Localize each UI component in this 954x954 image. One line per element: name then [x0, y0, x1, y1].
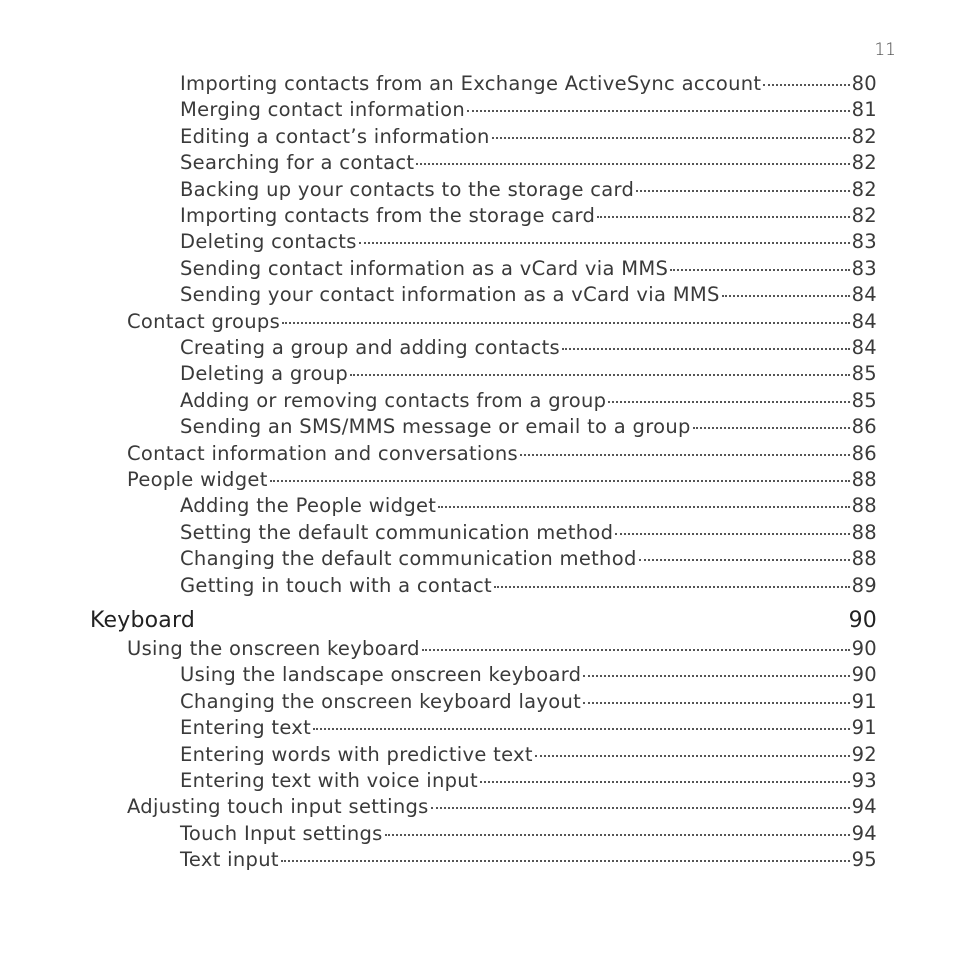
dot-leader [282, 322, 850, 324]
toc-entry-page: 80 [851, 72, 877, 95]
toc-entry[interactable] [180, 547, 877, 573]
toc-entry[interactable] [127, 310, 877, 336]
toc-entry-page: 90 [851, 663, 877, 687]
toc-entry-title: Text input [180, 848, 279, 872]
toc-entry[interactable] [180, 283, 877, 309]
toc-entry-title: People widget [127, 468, 268, 491]
dot-leader [636, 190, 849, 192]
toc-entry[interactable] [180, 769, 877, 795]
dot-leader [608, 401, 849, 403]
dot-leader [615, 533, 849, 535]
toc-entry-page: 89 [851, 573, 877, 597]
dot-leader [313, 728, 849, 730]
toc-entry-title: Using the landscape onscreen keyboard [180, 663, 582, 687]
toc-entry-page: 83 [851, 256, 877, 280]
toc-entry-title: Sending contact information as a vCard via MMS [180, 256, 669, 280]
toc-entry[interactable] [180, 716, 877, 742]
toc-entry[interactable] [127, 637, 877, 663]
dot-leader [494, 586, 850, 588]
dot-leader [639, 559, 850, 561]
dot-leader [359, 242, 850, 244]
dot-leader [693, 427, 850, 429]
toc-entry-title: Merging contact information [180, 98, 466, 122]
dot-leader [722, 295, 850, 297]
toc-entry-title: Importing contacts from the storage card [180, 204, 596, 227]
toc-entry[interactable] [180, 204, 877, 230]
dot-leader [492, 137, 850, 139]
toc-entry-title: Adding the People widget [180, 494, 437, 518]
toc-entry-title: Creating a group and adding contacts [180, 336, 561, 359]
toc-entry-title: Changing the default communication method [180, 547, 637, 571]
toc-entry-title: Contact groups [127, 309, 281, 333]
toc-entry-title: Entering text with voice input [180, 769, 478, 792]
dot-leader [535, 755, 850, 757]
toc-entry-page: 86 [851, 441, 877, 465]
toc-entry[interactable] [180, 690, 877, 716]
dot-leader [763, 84, 849, 86]
toc-entry-page: 94 [851, 795, 877, 819]
toc-entry-page: 93 [851, 769, 877, 792]
toc-entry[interactable] [180, 415, 877, 441]
dot-leader [670, 269, 849, 271]
toc-entry[interactable] [180, 494, 877, 520]
toc-entry-title: Adding or removing contacts from a group [180, 388, 607, 412]
toc-entry-page: 81 [851, 98, 877, 122]
dot-leader [597, 216, 849, 218]
toc-entry-title: Importing contacts from an Exchange ActiveSync account [180, 72, 762, 95]
dot-leader [270, 480, 850, 482]
toc-entry-title: Sending an SMS/MMS message or email to a group [180, 415, 691, 439]
toc-entry[interactable] [180, 72, 877, 98]
dot-leader [562, 348, 850, 350]
toc-entry[interactable] [180, 362, 877, 388]
dot-leader [350, 374, 850, 376]
dot-leader [467, 110, 850, 112]
toc-entry[interactable] [180, 822, 877, 848]
toc-entry-page: 92 [851, 742, 877, 766]
toc-entry-page: 82 [851, 151, 877, 175]
toc-entry[interactable] [180, 98, 877, 124]
toc-entry-page: 88 [851, 468, 877, 491]
toc-entry[interactable] [180, 230, 877, 256]
toc-entry[interactable] [127, 442, 877, 468]
toc-chapter-heading[interactable] [90, 608, 877, 633]
toc-entry[interactable] [180, 257, 877, 283]
dot-leader [422, 649, 850, 651]
toc-entry-page: 84 [851, 336, 877, 359]
toc-entry[interactable] [180, 389, 877, 415]
toc-entry-title: Entering text [180, 716, 312, 740]
toc-entry-title: Sending your contact information as a vCard via MMS [180, 283, 720, 307]
toc-entry-page: 88 [851, 547, 877, 571]
toc-entry-title: Setting the default communication method [180, 520, 614, 544]
toc-entry-page: 82 [851, 177, 877, 201]
dot-leader [583, 702, 849, 704]
toc-entry-title: Adjusting touch input settings [127, 795, 429, 819]
toc-entry-page: 91 [851, 716, 877, 740]
toc-entry-page: 85 [851, 362, 877, 386]
toc-entry[interactable] [180, 574, 877, 600]
toc-entry-title: Changing the onscreen keyboard layout [180, 689, 582, 713]
toc-entry[interactable] [180, 151, 877, 177]
toc-entry-title: Editing a contact’s information [180, 124, 490, 148]
toc-entry-page: 94 [851, 821, 877, 845]
chapter-title: Keyboard [90, 608, 196, 633]
toc-entry[interactable] [127, 468, 877, 494]
toc-entry-title: Contact information and conversations [127, 441, 518, 465]
toc-entry[interactable] [180, 125, 877, 151]
toc-entry-page: 88 [851, 494, 877, 518]
toc-entry-page: 82 [851, 124, 877, 148]
dot-leader [431, 807, 850, 809]
toc-entry[interactable] [180, 743, 877, 769]
toc-entry-page: 85 [851, 388, 877, 412]
toc-entry-title: Deleting a group [180, 362, 349, 386]
toc-entry-title: Deleting contacts [180, 230, 357, 254]
toc-entry-page: 84 [851, 309, 877, 333]
dot-leader [438, 506, 849, 508]
page-number: 11 [874, 40, 896, 60]
toc-entry-page: 82 [851, 204, 877, 227]
toc-entry[interactable] [180, 848, 877, 874]
toc-entry-title: Touch Input settings [180, 821, 383, 845]
chapter-page: 90 [848, 608, 877, 633]
toc-entry-title: Getting in touch with a contact [180, 573, 492, 597]
toc-entry[interactable] [180, 336, 877, 362]
toc-entry[interactable] [180, 178, 877, 204]
toc-entry-page: 90 [851, 637, 877, 660]
dot-leader [583, 675, 849, 677]
toc-entry-title: Searching for a contact [180, 151, 415, 175]
dot-leader [416, 163, 849, 165]
toc-entry-title: Backing up your contacts to the storage card [180, 177, 635, 201]
toc-entry-page: 83 [851, 230, 877, 254]
toc-entry-page: 84 [851, 283, 877, 307]
toc-entry-page: 91 [851, 689, 877, 713]
toc-entry-page: 95 [851, 848, 877, 872]
toc-entry[interactable] [180, 663, 877, 689]
toc-entry-page: 86 [851, 415, 877, 439]
toc-entry[interactable] [180, 521, 877, 547]
dot-leader [480, 781, 850, 783]
dot-leader [281, 860, 850, 862]
dot-leader [520, 454, 850, 456]
toc-entry-title: Using the onscreen keyboard [127, 637, 420, 660]
toc-entry-title: Entering words with predictive text [180, 742, 533, 766]
dot-leader [385, 834, 850, 836]
toc-entry[interactable] [127, 795, 877, 821]
toc-entry-page: 88 [851, 520, 877, 544]
